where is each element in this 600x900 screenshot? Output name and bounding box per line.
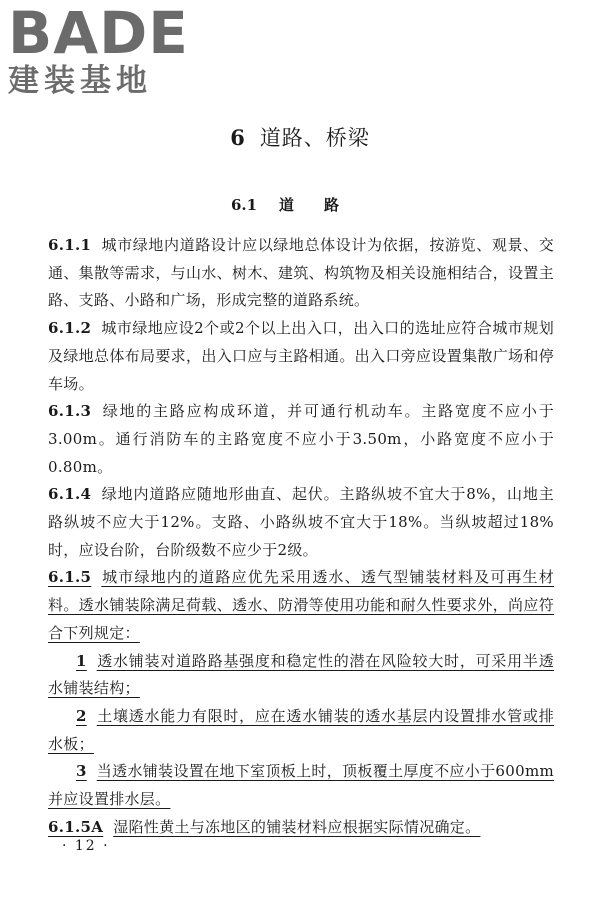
clause-6-1-1 xyxy=(48,232,554,315)
clause-number: 6.1.4 xyxy=(48,485,92,504)
clause-6-1-5-item-2 xyxy=(48,703,554,758)
item-text: 透水铺装对道路路基强度和稳定性的潜在风险较大时，可采用半透水铺装结构； xyxy=(48,651,554,698)
clause-number: 6.1.2 xyxy=(48,319,92,338)
clause-number: 6.1.3 xyxy=(48,402,92,421)
clause-text: 城市绿地内道路设计应以绿地总体设计为依据，按游览、观景、交通、集散等需求，与山水、树木、建筑、构筑物及相关设施相结合，设置主路、支路、小路和广场，形成完整的道路系统。 xyxy=(48,236,554,310)
clause-text: 城市绿地应设2个或2个以上出入口，出入口的选址应符合城市规划及绿地总体布局要求，出入口应与主路相通。出入口旁应设置集散广场和停车场。 xyxy=(48,319,554,393)
logo-text-cn: 建装基地 xyxy=(8,63,152,99)
section-number: 6.1 xyxy=(230,196,258,214)
section-title: 道路 xyxy=(279,196,370,214)
item-number: 1 xyxy=(76,651,87,670)
item-number: 2 xyxy=(76,706,87,725)
clause-number: 6.1.5A xyxy=(48,817,104,836)
item-text: 土壤透水能力有限时，应在透水铺装的透水基层内设置排水管或排水板； xyxy=(48,706,554,753)
chapter-title: 道路、桥梁 xyxy=(259,126,370,150)
clause-6-1-5 xyxy=(48,564,554,647)
clause-6-1-5-item-1 xyxy=(48,648,554,703)
page-number: · 12 · xyxy=(62,838,110,854)
clause-6-1-3 xyxy=(48,398,554,481)
chapter-heading xyxy=(0,122,600,152)
item-text: 当透水铺装设置在地下室顶板上时，顶板覆土厚度不应小于600mm并应设置排水层。 xyxy=(48,762,554,809)
clause-text: 城市绿地内的道路应优先采用透水、透气型铺装材料及可再生材料。透水铺装除满足荷载、透水、防滑等使用功能和耐久性要求外，尚应符合下列规定： xyxy=(48,568,554,642)
clause-6-1-4 xyxy=(48,481,554,564)
clause-6-1-5a xyxy=(48,814,554,842)
clause-6-1-2 xyxy=(48,315,554,398)
clause-number: 6.1.5 xyxy=(48,568,92,587)
clause-text: 绿地的主路应构成环道，并可通行机动车。主路宽度不应小于3.00m。通行消防车的主路宽度不应小于3.50m，小路宽度不应小于0.80m。 xyxy=(48,402,554,476)
logo xyxy=(8,0,189,99)
section-heading xyxy=(0,194,600,215)
clause-text: 绿地内道路应随地形曲直、起伏。主路纵坡不宜大于8%，山地主路纵坡不应大于12%。支路、小路纵坡不宜大于18%。当纵坡超过18%时，应设台阶，台阶级数不应少于2级。 xyxy=(48,485,554,559)
document-body xyxy=(48,232,554,841)
clause-number: 6.1.1 xyxy=(48,236,92,254)
chapter-number: 6 xyxy=(230,125,246,150)
clause-6-1-5-item-3 xyxy=(48,758,554,813)
item-number: 3 xyxy=(76,762,87,781)
logo-text-en: BADE xyxy=(8,0,189,67)
clause-text: 湿陷性黄土与冻地区的铺装材料应根据实际情况确定。 xyxy=(113,817,481,836)
